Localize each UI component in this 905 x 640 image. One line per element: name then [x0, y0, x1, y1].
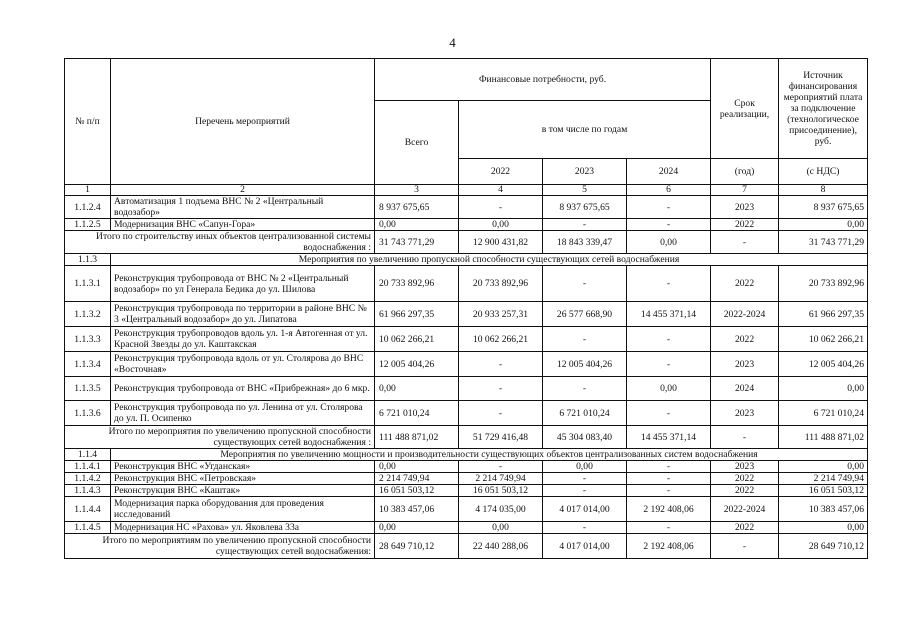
year-2024-value: 2 192 408,06: [627, 497, 711, 522]
source-value: 0,00: [779, 377, 868, 401]
section-number: 1.1.3: [65, 254, 111, 266]
total-value: 0,00: [375, 377, 459, 401]
term-value: -: [711, 426, 779, 449]
row-number: 1.1.4.2: [65, 473, 111, 485]
row-number: 1.1.2.5: [65, 219, 111, 231]
year-2023-value: 4 017 014,00: [543, 534, 627, 559]
year-2024-value: -: [627, 352, 711, 377]
table-row: [65, 352, 868, 377]
year-2022-value: -: [459, 196, 543, 219]
table-row: [65, 377, 868, 401]
total-label: Итого по строительству иных объектов централизованной системы водоснабжения :: [65, 231, 375, 254]
row-number: 1.1.2.4: [65, 196, 111, 219]
total-value: 0,00: [375, 522, 459, 534]
year-2024-value: -: [627, 473, 711, 485]
header-num: № п/п: [65, 59, 111, 185]
measure-name: Реконструкция трубопровода по территории в районе ВНС № 3 «Центральный водозабор» до ул. Липатова: [111, 302, 375, 327]
page-number: 4: [449, 35, 456, 50]
total-row: [65, 231, 868, 254]
column-number: 1: [65, 185, 111, 196]
table-body: [65, 196, 868, 559]
year-2024-value: -: [627, 461, 711, 473]
term-value: 2023: [711, 352, 779, 377]
measure-name: Модернизация НС «Рахова» ул. Яковлева 33а: [111, 522, 375, 534]
year-2024-value: -: [627, 219, 711, 231]
total-value: 8 937 675,65: [375, 196, 459, 219]
row-number: 1.1.3.3: [65, 327, 111, 352]
row-number: 1.1.4.1: [65, 461, 111, 473]
column-number: 3: [375, 185, 459, 196]
header-fin: Финансовые потребности, руб.: [375, 59, 711, 101]
year-2023-value: -: [543, 485, 627, 497]
total-value: 20 733 892,96: [375, 266, 459, 302]
year-2023-value: 0,00: [543, 461, 627, 473]
row-number: 1.1.4.3: [65, 485, 111, 497]
term-value: 2023: [711, 196, 779, 219]
total-value: 31 743 771,29: [375, 231, 459, 254]
section-row: [65, 449, 868, 461]
header-total: Всего: [375, 101, 459, 185]
table-row: [65, 327, 868, 352]
column-number: 6: [627, 185, 711, 196]
header-year-2023: 2023: [543, 159, 627, 185]
term-value: -: [711, 231, 779, 254]
section-number: 1.1.4: [65, 449, 111, 461]
term-value: 2022: [711, 219, 779, 231]
year-2024-value: 14 455 371,14: [627, 302, 711, 327]
table-row: [65, 461, 868, 473]
term-value: 2023: [711, 461, 779, 473]
year-2022-value: -: [459, 401, 543, 426]
source-value: 0,00: [779, 461, 868, 473]
year-2022-value: 12 900 431,82: [459, 231, 543, 254]
year-2022-value: 10 062 266,21: [459, 327, 543, 352]
year-2023-value: 18 843 339,47: [543, 231, 627, 254]
term-value: -: [711, 534, 779, 559]
year-2022-value: 20 933 257,31: [459, 302, 543, 327]
term-value: 2024: [711, 377, 779, 401]
total-value: 0,00: [375, 219, 459, 231]
year-2023-value: -: [543, 266, 627, 302]
total-label: Итого по мероприятия по увеличению пропускной способности существующих сетей водоснабжения :: [65, 426, 375, 449]
header-term-unit: (год): [711, 159, 779, 185]
source-value: 61 966 297,35: [779, 302, 868, 327]
source-value: 28 649 710,12: [779, 534, 868, 559]
measure-name: Реконструкция ВНС «Каштак»: [111, 485, 375, 497]
total-value: 12 005 404,26: [375, 352, 459, 377]
measure-name: Реконструкция ВНС «Угданская»: [111, 461, 375, 473]
row-number: 1.1.4.4: [65, 497, 111, 522]
financing-table: [64, 58, 868, 559]
source-value: 20 733 892,96: [779, 266, 868, 302]
year-2022-value: 0,00: [459, 219, 543, 231]
term-value: 2022-2024: [711, 302, 779, 327]
term-value: 2023: [711, 401, 779, 426]
source-value: 8 937 675,65: [779, 196, 868, 219]
measure-name: Реконструкция трубопровода от ВНС № 2 «Центральный водозабор» по ул Генерала Бедика до ул. Шилова: [111, 266, 375, 302]
source-value: 10 383 457,06: [779, 497, 868, 522]
year-2023-value: 12 005 404,26: [543, 352, 627, 377]
total-value: 28 649 710,12: [375, 534, 459, 559]
year-2024-value: -: [627, 485, 711, 497]
source-value: 6 721 010,24: [779, 401, 868, 426]
measure-name: Автоматизация 1 подъема ВНС № 2 «Центральный водозабор»: [111, 196, 375, 219]
table-row: [65, 401, 868, 426]
year-2024-value: 0,00: [627, 231, 711, 254]
source-value: 0,00: [779, 219, 868, 231]
header-source-unit: (с НДС): [779, 159, 868, 185]
source-value: 12 005 404,26: [779, 352, 868, 377]
year-2024-value: -: [627, 266, 711, 302]
term-value: 2022: [711, 473, 779, 485]
header-by-year: в том числе по годам: [459, 101, 711, 159]
year-2023-value: 45 304 083,40: [543, 426, 627, 449]
column-number: 2: [111, 185, 375, 196]
year-2024-value: -: [627, 401, 711, 426]
row-number: 1.1.3.6: [65, 401, 111, 426]
table-row: [65, 485, 868, 497]
year-2022-value: -: [459, 352, 543, 377]
source-value: 10 062 266,21: [779, 327, 868, 352]
total-label: Итого по мероприятиям по увеличению пропускной способности существующих сетей водоснабжения:: [65, 534, 375, 559]
term-value: 2022: [711, 266, 779, 302]
table-row: [65, 522, 868, 534]
year-2023-value: -: [543, 473, 627, 485]
year-2024-value: -: [627, 522, 711, 534]
year-2022-value: 22 440 288,06: [459, 534, 543, 559]
row-number: 1.1.3.1: [65, 266, 111, 302]
row-number: 1.1.3.4: [65, 352, 111, 377]
section-title: Мероприятия по увеличению мощности и производительности существующих объектов централизованных систем водоснабжения: [111, 449, 868, 461]
total-row: [65, 534, 868, 559]
measure-name: Модернизация парка оборудования для проведения исследований: [111, 497, 375, 522]
row-number: 1.1.3.5: [65, 377, 111, 401]
column-number: 7: [711, 185, 779, 196]
total-value: 0,00: [375, 461, 459, 473]
total-value: 61 966 297,35: [375, 302, 459, 327]
year-2024-value: -: [627, 196, 711, 219]
total-value: 10 062 266,21: [375, 327, 459, 352]
measure-name: Реконструкция трубопровода от ВНС «Прибрежная» до 6 мкр.: [111, 377, 375, 401]
measure-name: Реконструкция ВНС «Петровская»: [111, 473, 375, 485]
year-2023-value: -: [543, 377, 627, 401]
column-number: 5: [543, 185, 627, 196]
source-value: 31 743 771,29: [779, 231, 868, 254]
year-2023-value: -: [543, 522, 627, 534]
section-title: Мероприятия по увеличению пропускной способности существующих сетей водоснабжения: [111, 254, 868, 266]
total-value: 10 383 457,06: [375, 497, 459, 522]
total-value: 16 051 503,12: [375, 485, 459, 497]
column-numbers-row: [65, 185, 868, 196]
row-number: 1.1.4.5: [65, 522, 111, 534]
year-2023-value: 26 577 668,90: [543, 302, 627, 327]
measure-name: Модернизация ВНС «Сапун-Гора»: [111, 219, 375, 231]
year-2024-value: 0,00: [627, 377, 711, 401]
year-2023-value: 4 017 014,00: [543, 497, 627, 522]
column-number: 4: [459, 185, 543, 196]
table-row: [65, 196, 868, 219]
year-2023-value: -: [543, 327, 627, 352]
header-year-2022: 2022: [459, 159, 543, 185]
column-number: 8: [779, 185, 868, 196]
year-2024-value: 14 455 371,14: [627, 426, 711, 449]
source-value: 16 051 503,12: [779, 485, 868, 497]
term-value: 2022: [711, 327, 779, 352]
header-name: Перечень мероприятий: [111, 59, 375, 185]
year-2022-value: -: [459, 377, 543, 401]
year-2023-value: 6 721 010,24: [543, 401, 627, 426]
table-row: [65, 473, 868, 485]
source-value: 111 488 871,02: [779, 426, 868, 449]
measure-name: Реконструкция трубопровода вдоль от ул. Столярова до ВНС «Восточная»: [111, 352, 375, 377]
term-value: 2022: [711, 485, 779, 497]
source-value: 0,00: [779, 522, 868, 534]
table-row: [65, 302, 868, 327]
header-year-2024: 2024: [627, 159, 711, 185]
header-source: Источник финансирования мероприятий плата за подключение (технологическое присоединение), руб.: [779, 59, 868, 159]
year-2023-value: 8 937 675,65: [543, 196, 627, 219]
total-value: 111 488 871,02: [375, 426, 459, 449]
table-row: [65, 219, 868, 231]
year-2022-value: 0,00: [459, 522, 543, 534]
total-value: 2 214 749,94: [375, 473, 459, 485]
total-value: 6 721 010,24: [375, 401, 459, 426]
year-2022-value: 2 214 749,94: [459, 473, 543, 485]
source-value: 2 214 749,94: [779, 473, 868, 485]
term-value: 2022-2024: [711, 497, 779, 522]
measure-name: Реконструкция трубопровода по ул. Ленина от ул. Столярова до ул. П. Осипенко: [111, 401, 375, 426]
term-value: 2022: [711, 522, 779, 534]
year-2024-value: -: [627, 327, 711, 352]
header-term: Срок реализации,: [711, 59, 779, 159]
year-2024-value: 2 192 408,06: [627, 534, 711, 559]
table-row: [65, 497, 868, 522]
table-row: [65, 266, 868, 302]
year-2023-value: -: [543, 219, 627, 231]
section-row: [65, 254, 868, 266]
year-2022-value: 16 051 503,12: [459, 485, 543, 497]
year-2022-value: -: [459, 461, 543, 473]
year-2022-value: 20 733 892,96: [459, 266, 543, 302]
year-2022-value: 4 174 035,00: [459, 497, 543, 522]
row-number: 1.1.3.2: [65, 302, 111, 327]
year-2022-value: 51 729 416,48: [459, 426, 543, 449]
measure-name: Реконструкция трубопроводов вдоль ул. 1-я Автогенная от ул. Красной Звезды до ул. Каштакская: [111, 327, 375, 352]
total-row: [65, 426, 868, 449]
